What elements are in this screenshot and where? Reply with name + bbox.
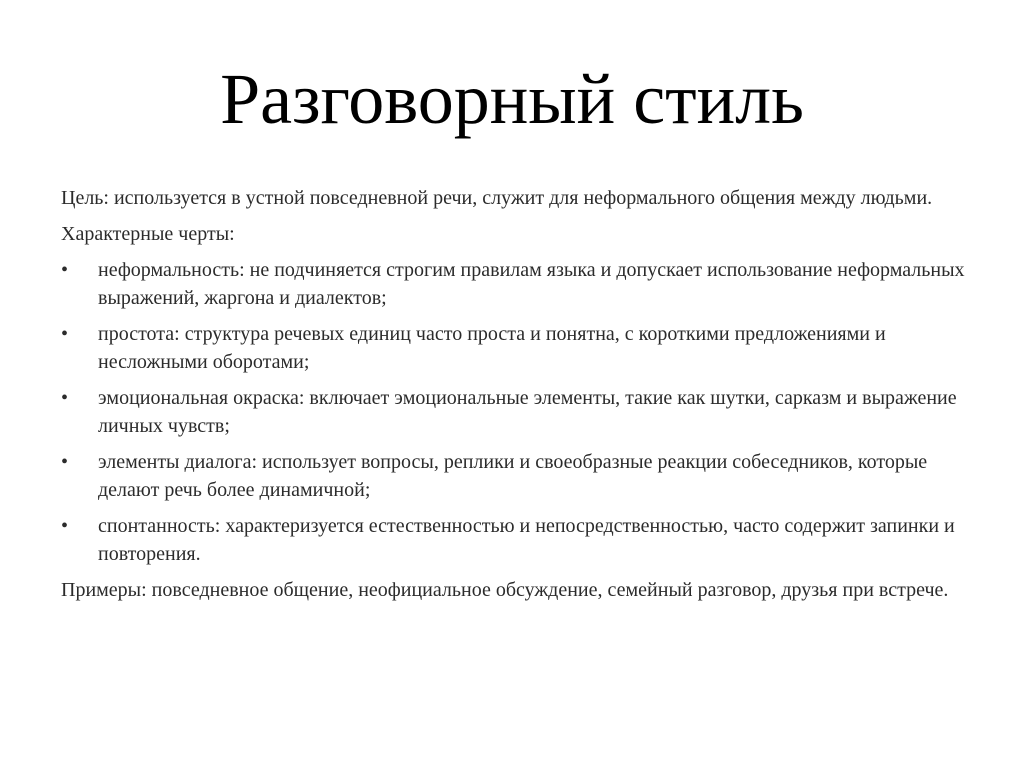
feature-text: простота: структура речевых единиц часто проста и понятна, с короткими предложениями и несложными оборотами; [98,323,886,373]
slide-title: Разговорный стиль [220,59,804,139]
examples-text: Примеры: повседневное общение, неофициальное обсуждение, семейный разговор, друзья при встрече. [61,579,949,601]
list-item [61,320,971,376]
list-item [61,384,971,440]
list-item [61,512,971,568]
feature-text: неформальность: не подчиняется строгим правилам языка и допускает использование неформальных выражений, жаргона и диалектов; [98,259,965,309]
feature-text: элементы диалога: использует вопросы, реплики и своеобразные реакции собеседников, которые делают речь более динамичной; [98,451,928,501]
bullet-icon: • [61,259,69,281]
features-list [61,256,971,568]
goal-text: Цель: используется в устной повседневной речи, служит для неформального общения между людьми. [61,187,933,209]
list-item [61,448,971,504]
slide-body [61,184,971,612]
bullet-icon: • [61,515,69,537]
feature-text: спонтанность: характеризуется естественностью и непосредственностью, часто содержит запинки и повторения. [98,515,955,565]
feature-text: эмоциональная окраска: включает эмоциональные элементы, такие как шутки, сарказм и выражение личных чувств; [98,387,957,437]
features-heading: Характерные черты: [61,223,235,245]
bullet-icon: • [61,451,69,473]
list-item [61,256,971,312]
bullet-icon: • [61,323,69,345]
bullet-icon: • [61,387,69,409]
